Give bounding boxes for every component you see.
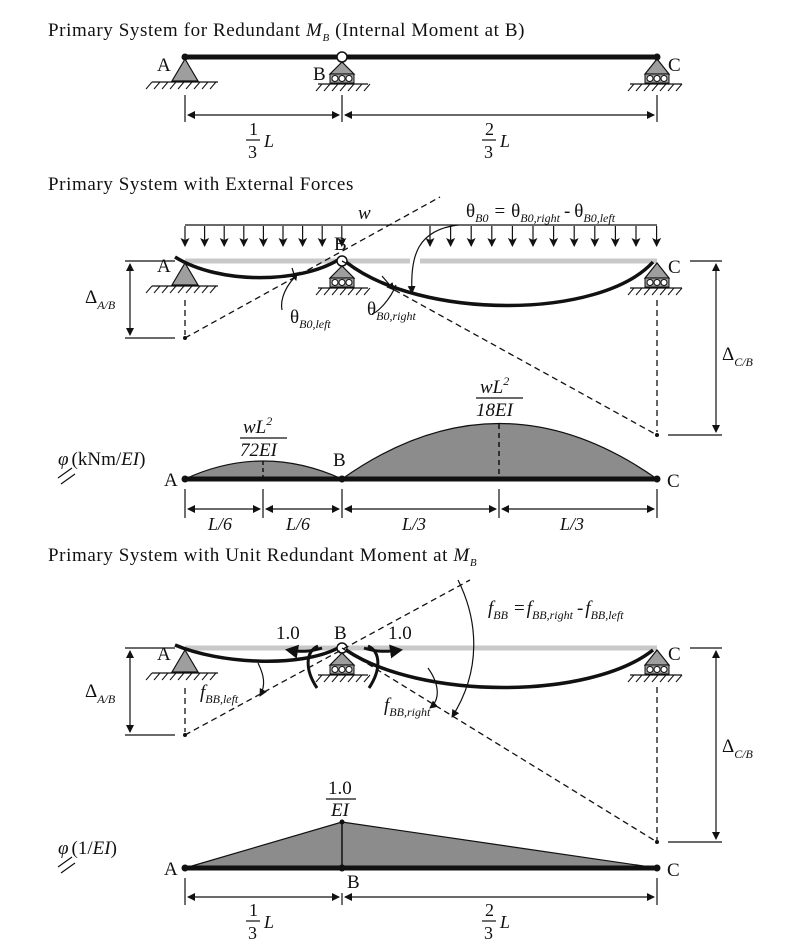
delta-ab-label: $\Delta_{A/B}$ xyxy=(85,287,116,312)
delta-cb-label-3: $\Delta_{C/B}$ xyxy=(722,736,753,761)
dim-2-3-L: L xyxy=(500,131,511,151)
node-b-label-4: B xyxy=(334,623,347,644)
theta-left-sym: $\theta_{B0,left}$ xyxy=(290,307,331,331)
load-arrows xyxy=(185,226,657,246)
node-a-label-5: A xyxy=(164,859,178,880)
node-a-label-2: A xyxy=(157,256,171,277)
roller-support-b-2 xyxy=(316,266,370,295)
theta-annotations xyxy=(282,201,616,331)
phi-hatch-2 xyxy=(58,857,75,873)
f-bb-right: $f_{BB,right}$ xyxy=(384,695,431,719)
dim-2-3-den: 3 xyxy=(484,142,493,162)
theta-right-sym: $\theta_{B0,right}$ xyxy=(367,299,416,323)
phi-units-1: φ (kNm/EI) xyxy=(58,449,146,470)
node-c-label-2: C xyxy=(668,257,681,278)
moment-diagram-2 xyxy=(58,778,680,893)
unit-moment-right-label: 1.0 xyxy=(388,623,412,644)
dim-1-3-den-b: 3 xyxy=(248,923,257,943)
dimension-line-3 xyxy=(185,878,657,943)
dim-l3-b: L/3 xyxy=(560,514,585,534)
dim-1-3-den: 3 xyxy=(248,142,257,162)
phi-hatch-1 xyxy=(58,468,75,484)
dim-1-3-num: 1 xyxy=(249,119,258,139)
unit-moment-right-arc xyxy=(368,646,378,688)
node-a-label-4: A xyxy=(157,644,171,665)
node-b-label-2: B xyxy=(334,234,347,255)
peak-unit-denominator: EI xyxy=(331,800,349,821)
node-a-label: A xyxy=(157,55,171,76)
beam-system-2 xyxy=(146,234,682,306)
f-bb-left: $f_{BB,left}$ xyxy=(200,682,239,706)
section2-title: Primary System with External Forces xyxy=(48,174,354,195)
f-bb-equation: $f_{BB} = f_{BB,right} - f_{BB,left}$ xyxy=(488,598,624,622)
node-b-label: B xyxy=(313,64,326,85)
node-c-label-3: C xyxy=(667,471,680,492)
theta-b0-equation: $\theta_{B0} = \theta_{B0,right} - \theta_{B0,left}$ xyxy=(466,201,616,225)
dim-1-3-num-b: 1 xyxy=(249,900,258,920)
phi-units-2: φ (1/EI) xyxy=(58,838,117,859)
beam-system-1 xyxy=(146,52,682,91)
section3-title: Primary System with Unit Redundant Moment at $M_B$ xyxy=(48,545,478,569)
dim-l6-a: L/6 xyxy=(208,514,233,534)
deflected-shape-bc xyxy=(346,262,653,306)
hinge-b xyxy=(337,52,347,62)
section1-title: Primary System for Redundant $M_B$ (Internal Moment at B) xyxy=(48,20,526,44)
delta-cb-label: $\Delta_{C/B}$ xyxy=(722,344,753,369)
unit-moment-left-label: 1.0 xyxy=(276,623,300,644)
node-c-label-4: C xyxy=(668,644,681,665)
dimension-line-1 xyxy=(185,95,657,162)
node-c-label-5: C xyxy=(667,860,680,881)
node-c-label: C xyxy=(668,55,681,76)
node-a-label-3: A xyxy=(164,470,178,491)
dim-2-3-num-b: 2 xyxy=(485,900,494,920)
dim-2-3-num: 2 xyxy=(485,119,494,139)
unit-moment-triangle xyxy=(185,822,657,868)
deflected-unit-bc xyxy=(346,650,653,688)
tangent-lines-2 xyxy=(183,197,659,437)
dim-l3-a: L/3 xyxy=(402,514,427,534)
dim-l6-b: L/6 xyxy=(286,514,311,534)
node-b-label-5: B xyxy=(347,872,360,893)
peak-left-numerator: $wL^2$ xyxy=(243,414,273,438)
load-w-label: w xyxy=(358,203,371,224)
dim-1-3-L-b: L xyxy=(264,912,275,932)
dim-1-3-L: L xyxy=(264,131,275,151)
dimension-line-2 xyxy=(185,489,657,534)
peak-right-denominator: 18EI xyxy=(476,400,513,421)
peak-right-numerator: $wL^2$ xyxy=(480,374,510,398)
delta-ab-label-3: $\Delta_{A/B}$ xyxy=(85,681,116,706)
dim-2-3-L-b: L xyxy=(500,912,511,932)
peak-left-denominator: 72EI xyxy=(240,440,277,461)
beam-system-3 xyxy=(146,623,682,688)
moment-diagram-1 xyxy=(58,374,680,492)
dim-2-3-den-b: 3 xyxy=(484,923,493,943)
peak-unit-numerator: 1.0 xyxy=(328,778,352,799)
node-b-label-3: B xyxy=(333,450,346,471)
